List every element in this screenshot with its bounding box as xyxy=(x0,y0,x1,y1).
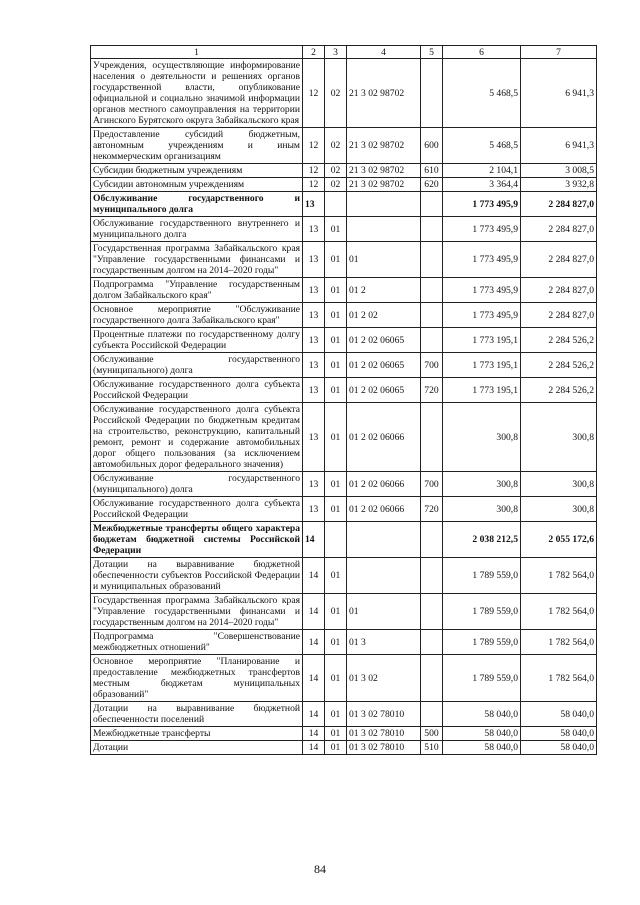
row-value-col-6: 1 773 495,9 xyxy=(443,278,521,303)
budget-table xyxy=(90,45,597,755)
row-expense-type: 600 xyxy=(421,128,443,164)
row-name: Подпрограмма "Управление государственным долгом Забайкальского края" xyxy=(91,278,303,303)
row-name: Обслуживание государственного долга субъекта Российской Федерации xyxy=(91,497,303,522)
table-row xyxy=(91,378,597,403)
row-expense-type: 500 xyxy=(421,727,443,741)
table-row xyxy=(91,558,597,594)
row-value-col-6: 1 773 495,9 xyxy=(443,303,521,328)
row-value-col-7: 300,8 xyxy=(521,497,597,522)
row-expense-type xyxy=(421,702,443,727)
row-value-col-7: 2 284 827,0 xyxy=(521,278,597,303)
table-row xyxy=(91,164,597,178)
row-subsection-code: 01 xyxy=(325,353,347,378)
row-expense-type xyxy=(421,403,443,472)
row-target-code: 01 2 02 06066 xyxy=(347,472,421,497)
row-name: Обслуживание государственного внутреннего и муниципального долга xyxy=(91,217,303,242)
row-expense-type: 700 xyxy=(421,353,443,378)
row-value-col-6: 300,8 xyxy=(443,497,521,522)
row-expense-type: 610 xyxy=(421,164,443,178)
row-section-code: 13 xyxy=(303,378,325,403)
row-subsection-code: 02 xyxy=(325,128,347,164)
row-target-code xyxy=(347,522,421,558)
row-value-col-7: 2 284 526,2 xyxy=(521,378,597,403)
row-subsection-code: 02 xyxy=(325,164,347,178)
row-value-col-6: 1 773 195,1 xyxy=(443,353,521,378)
table-row xyxy=(91,630,597,655)
row-value-col-6: 300,8 xyxy=(443,403,521,472)
row-target-code: 01 3 02 78010 xyxy=(347,741,421,755)
table-row xyxy=(91,59,597,128)
row-name: Учреждения, осуществляющие информирование населения о деятельности и решениях органов государственной власти, опубликование официальной и социально значимой информации органов местного самоуправления на территории Агинского Бурятского округа Забайкальского края xyxy=(91,59,303,128)
row-section-code: 12 xyxy=(303,178,325,192)
row-target-code: 01 3 02 xyxy=(347,655,421,702)
header-col-3: 3 xyxy=(325,46,347,59)
row-expense-type xyxy=(421,278,443,303)
row-subsection-code: 01 xyxy=(325,328,347,353)
row-name: Дотации xyxy=(91,741,303,755)
page-number: 84 xyxy=(314,862,326,876)
row-value-col-6: 1 789 559,0 xyxy=(443,594,521,630)
header-col-1: 1 xyxy=(91,46,303,59)
row-expense-type xyxy=(421,328,443,353)
row-subsection-code: 01 xyxy=(325,378,347,403)
row-value-col-7: 1 782 564,0 xyxy=(521,558,597,594)
row-value-col-7: 6 941,3 xyxy=(521,59,597,128)
table-row xyxy=(91,242,597,278)
row-value-col-7: 3 932,8 xyxy=(521,178,597,192)
row-subsection-code: 01 xyxy=(325,558,347,594)
row-target-code: 01 2 xyxy=(347,278,421,303)
row-target-code: 01 2 02 xyxy=(347,303,421,328)
row-target-code xyxy=(347,192,421,217)
table-row xyxy=(91,353,597,378)
row-value-col-7: 300,8 xyxy=(521,403,597,472)
table-row xyxy=(91,472,597,497)
row-value-col-6: 3 364,4 xyxy=(443,178,521,192)
header-col-4: 4 xyxy=(347,46,421,59)
row-name: Процентные платежи по государственному долгу субъекта Российской Федерации xyxy=(91,328,303,353)
row-expense-type: 720 xyxy=(421,497,443,522)
row-value-col-6: 58 040,0 xyxy=(443,741,521,755)
row-expense-type xyxy=(421,522,443,558)
row-expense-type: 510 xyxy=(421,741,443,755)
row-name: Обслуживание государственного и муниципального долга xyxy=(91,192,303,217)
row-expense-type: 720 xyxy=(421,378,443,403)
row-target-code: 01 2 02 06065 xyxy=(347,378,421,403)
table-row xyxy=(91,727,597,741)
row-expense-type xyxy=(421,242,443,278)
row-value-col-7: 2 284 827,0 xyxy=(521,192,597,217)
row-subsection-code: 01 xyxy=(325,741,347,755)
row-value-col-7: 2 284 526,2 xyxy=(521,328,597,353)
row-target-code: 01 xyxy=(347,242,421,278)
row-target-code: 01 3 xyxy=(347,630,421,655)
row-value-col-6: 5 468,5 xyxy=(443,128,521,164)
row-target-code: 01 3 02 78010 xyxy=(347,727,421,741)
header-col-7: 7 xyxy=(521,46,597,59)
row-target-code xyxy=(347,217,421,242)
row-expense-type: 700 xyxy=(421,472,443,497)
row-section-code: 13 xyxy=(303,472,325,497)
row-name: Основное мероприятие "Обслуживание государственного долга Забайкальского края" xyxy=(91,303,303,328)
row-section-code: 13 xyxy=(303,328,325,353)
row-name: Обслуживание государственного (муниципального) долга xyxy=(91,472,303,497)
row-name: Межбюджетные трансферты общего характера бюджетам бюджетной системы Российской Федерации xyxy=(91,522,303,558)
row-section-code: 13 xyxy=(303,497,325,522)
row-section-code: 13 xyxy=(303,192,325,217)
row-section-code: 13 xyxy=(303,403,325,472)
row-section-code: 13 xyxy=(303,353,325,378)
row-target-code: 21 3 02 98702 xyxy=(347,59,421,128)
row-value-col-6: 2 104,1 xyxy=(443,164,521,178)
row-value-col-7: 2 284 827,0 xyxy=(521,303,597,328)
table-row xyxy=(91,192,597,217)
row-section-code: 14 xyxy=(303,741,325,755)
row-value-col-7: 58 040,0 xyxy=(521,741,597,755)
row-target-code: 21 3 02 98702 xyxy=(347,178,421,192)
row-value-col-6: 58 040,0 xyxy=(443,727,521,741)
table-row xyxy=(91,522,597,558)
row-section-code: 14 xyxy=(303,655,325,702)
row-value-col-6: 1 773 495,9 xyxy=(443,242,521,278)
row-subsection-code: 02 xyxy=(325,59,347,128)
row-expense-type: 620 xyxy=(421,178,443,192)
header-row xyxy=(91,46,597,59)
row-name: Предоставление субсидий бюджетным, автономным учреждениям и иным некоммерческим организациям xyxy=(91,128,303,164)
row-section-code: 12 xyxy=(303,59,325,128)
header-col-2: 2 xyxy=(303,46,325,59)
row-section-code: 14 xyxy=(303,594,325,630)
row-value-col-7: 1 782 564,0 xyxy=(521,630,597,655)
row-value-col-7: 58 040,0 xyxy=(521,702,597,727)
table-row xyxy=(91,655,597,702)
row-expense-type xyxy=(421,303,443,328)
row-name: Государственная программа Забайкальского края "Управление государственными финансами и государственным долгом на 2014–2020 годы" xyxy=(91,242,303,278)
row-name: Межбюджетные трансферты xyxy=(91,727,303,741)
row-expense-type xyxy=(421,630,443,655)
header-col-5: 5 xyxy=(421,46,443,59)
row-section-code: 14 xyxy=(303,630,325,655)
table-row xyxy=(91,328,597,353)
row-name: Субсидии автономным учреждениям xyxy=(91,178,303,192)
row-value-col-6: 1 773 495,9 xyxy=(443,192,521,217)
row-target-code xyxy=(347,558,421,594)
row-subsection-code: 02 xyxy=(325,178,347,192)
row-expense-type xyxy=(421,558,443,594)
row-subsection-code: 01 xyxy=(325,655,347,702)
row-subsection-code: 01 xyxy=(325,403,347,472)
row-name: Подпрограмма "Совершенствование межбюджетных отношений" xyxy=(91,630,303,655)
row-value-col-7: 2 284 526,2 xyxy=(521,353,597,378)
table-row xyxy=(91,128,597,164)
table-row xyxy=(91,178,597,192)
row-target-code: 01 2 02 06066 xyxy=(347,403,421,472)
row-name: Обслуживание государственного долга субъекта Российской Федерации xyxy=(91,378,303,403)
row-value-col-7: 58 040,0 xyxy=(521,727,597,741)
row-value-col-7: 2 055 172,6 xyxy=(521,522,597,558)
row-expense-type xyxy=(421,655,443,702)
row-value-col-6: 5 468,5 xyxy=(443,59,521,128)
row-value-col-7: 2 284 827,0 xyxy=(521,217,597,242)
row-value-col-6: 1 773 195,1 xyxy=(443,328,521,353)
row-subsection-code: 01 xyxy=(325,278,347,303)
row-target-code: 01 3 02 78010 xyxy=(347,702,421,727)
header-col-6: 6 xyxy=(443,46,521,59)
row-value-col-6: 58 040,0 xyxy=(443,702,521,727)
row-value-col-6: 1 773 495,9 xyxy=(443,217,521,242)
row-value-col-6: 1 773 195,1 xyxy=(443,378,521,403)
table-row xyxy=(91,702,597,727)
row-subsection-code: 01 xyxy=(325,497,347,522)
table-row xyxy=(91,278,597,303)
row-subsection-code: 01 xyxy=(325,630,347,655)
row-subsection-code xyxy=(325,192,347,217)
row-section-code: 12 xyxy=(303,128,325,164)
row-section-code: 13 xyxy=(303,303,325,328)
row-name: Дотации на выравнивание бюджетной обеспеченности субъектов Российской Федерации и муниципальных образований xyxy=(91,558,303,594)
table-row xyxy=(91,497,597,522)
row-expense-type xyxy=(421,192,443,217)
row-value-col-6: 1 789 559,0 xyxy=(443,655,521,702)
row-value-col-6: 300,8 xyxy=(443,472,521,497)
row-name: Дотации на выравнивание бюджетной обеспеченности поселений xyxy=(91,702,303,727)
row-value-col-7: 3 008,5 xyxy=(521,164,597,178)
row-name: Государственная программа Забайкальского края "Управление государственными финансами и государственным долгом на 2014–2020 годы" xyxy=(91,594,303,630)
table-row xyxy=(91,303,597,328)
row-name: Основное мероприятие "Планирование и предоставление межбюджетных трансфертов местным бюджетам муниципальных образований" xyxy=(91,655,303,702)
row-target-code: 01 2 02 06065 xyxy=(347,328,421,353)
row-name: Обслуживание государственного долга субъекта Российской Федерации по бюджетным кредитам на строительство, реконструкцию, капитальный ремонт, ремонт и содержание автомобильных дорог общего пользования (за исключением автомобильных дорог федерального значения) xyxy=(91,403,303,472)
row-target-code: 21 3 02 98702 xyxy=(347,128,421,164)
row-section-code: 12 xyxy=(303,164,325,178)
row-value-col-7: 300,8 xyxy=(521,472,597,497)
row-target-code: 01 2 02 06066 xyxy=(347,497,421,522)
row-target-code: 01 xyxy=(347,594,421,630)
row-section-code: 13 xyxy=(303,278,325,303)
row-value-col-7: 6 941,3 xyxy=(521,128,597,164)
row-subsection-code: 01 xyxy=(325,217,347,242)
row-name: Субсидии бюджетным учреждениям xyxy=(91,164,303,178)
row-target-code: 01 2 02 06065 xyxy=(347,353,421,378)
row-section-code: 13 xyxy=(303,242,325,278)
row-subsection-code: 01 xyxy=(325,594,347,630)
row-section-code: 14 xyxy=(303,702,325,727)
row-name: Обслуживание государственного (муниципального) долга xyxy=(91,353,303,378)
row-subsection-code: 01 xyxy=(325,303,347,328)
row-value-col-7: 1 782 564,0 xyxy=(521,655,597,702)
row-value-col-6: 1 789 559,0 xyxy=(443,630,521,655)
row-section-code: 13 xyxy=(303,217,325,242)
row-subsection-code: 01 xyxy=(325,242,347,278)
row-subsection-code: 01 xyxy=(325,727,347,741)
row-subsection-code: 01 xyxy=(325,702,347,727)
row-subsection-code xyxy=(325,522,347,558)
row-section-code: 14 xyxy=(303,558,325,594)
row-value-col-7: 2 284 827,0 xyxy=(521,242,597,278)
row-value-col-7: 1 782 564,0 xyxy=(521,594,597,630)
table-row xyxy=(91,741,597,755)
row-expense-type xyxy=(421,594,443,630)
row-target-code: 21 3 02 98702 xyxy=(347,164,421,178)
table-row xyxy=(91,594,597,630)
row-value-col-6: 2 038 212,5 xyxy=(443,522,521,558)
table-row xyxy=(91,217,597,242)
table-body xyxy=(91,59,597,755)
row-section-code: 14 xyxy=(303,522,325,558)
row-subsection-code: 01 xyxy=(325,472,347,497)
table-row xyxy=(91,403,597,472)
row-expense-type xyxy=(421,217,443,242)
row-expense-type xyxy=(421,59,443,128)
row-value-col-6: 1 789 559,0 xyxy=(443,558,521,594)
row-section-code: 14 xyxy=(303,727,325,741)
